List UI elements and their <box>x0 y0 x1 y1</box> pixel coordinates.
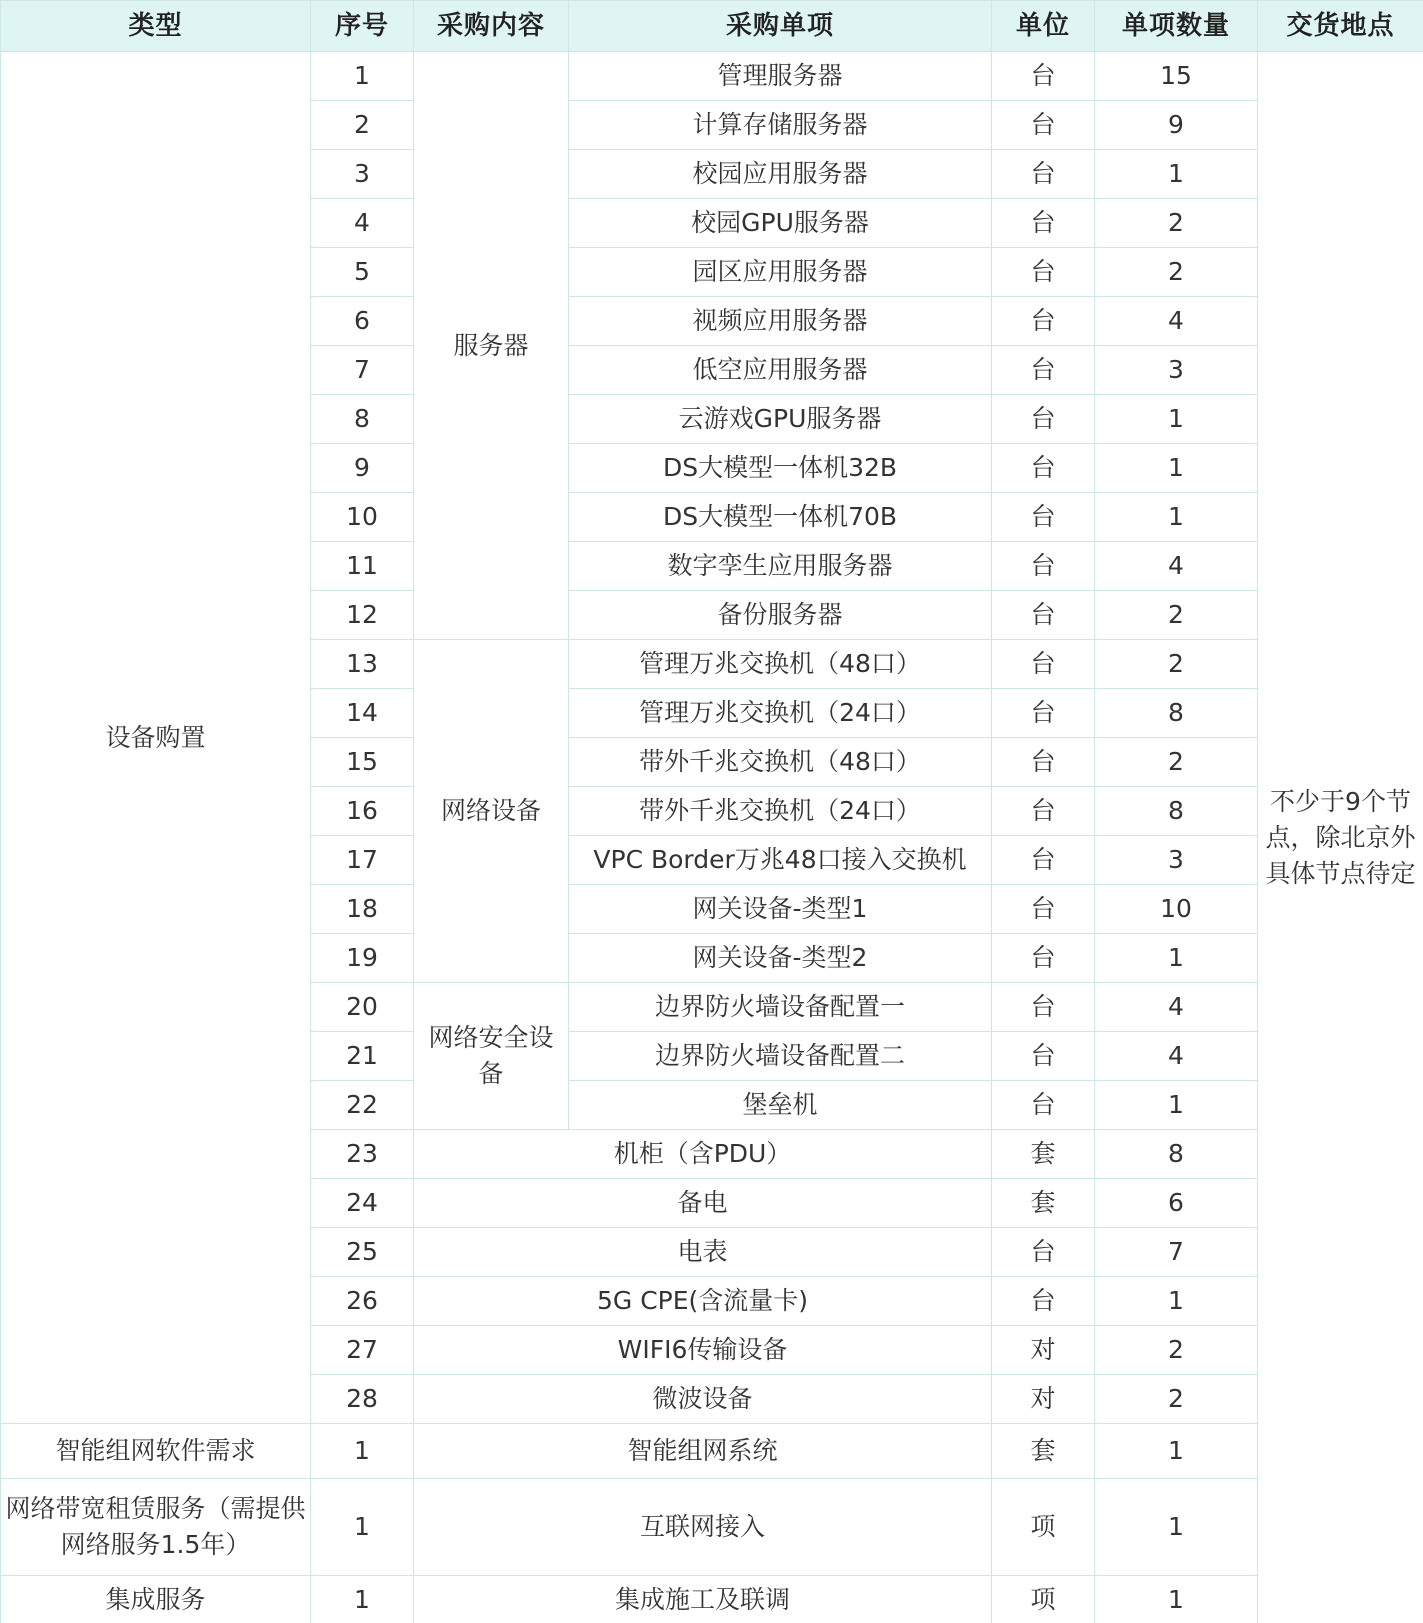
row-no: 26 <box>311 1277 414 1326</box>
row-qty: 1 <box>1095 934 1258 983</box>
row-item: 网关设备-类型1 <box>569 885 992 934</box>
row-no: 20 <box>311 983 414 1032</box>
row-unit: 台 <box>992 542 1095 591</box>
row-unit: 项 <box>992 1576 1095 1623</box>
col-header-location: 交货地点 <box>1258 1 1423 52</box>
row-item: 机柜（含PDU） <box>414 1130 992 1179</box>
row-unit: 台 <box>992 591 1095 640</box>
col-header-qty: 单项数量 <box>1095 1 1258 52</box>
row-qty: 2 <box>1095 738 1258 787</box>
row-item: DS大模型一体机70B <box>569 493 992 542</box>
row-no: 23 <box>311 1130 414 1179</box>
row-item: 边界防火墙设备配置二 <box>569 1032 992 1081</box>
type-bandwidth: 网络带宽租赁服务（需提供网络服务1.5年） <box>1 1479 311 1576</box>
row-unit: 台 <box>992 934 1095 983</box>
row-item: 电表 <box>414 1228 992 1277</box>
row-no: 8 <box>311 395 414 444</box>
col-header-content: 采购内容 <box>414 1 569 52</box>
row-unit: 对 <box>992 1326 1095 1375</box>
row-no: 7 <box>311 346 414 395</box>
row-qty: 1 <box>1095 1277 1258 1326</box>
row-item: 云游戏GPU服务器 <box>569 395 992 444</box>
row-item: 校园应用服务器 <box>569 150 992 199</box>
row-no: 11 <box>311 542 414 591</box>
row-qty: 6 <box>1095 1179 1258 1228</box>
row-unit: 台 <box>992 493 1095 542</box>
row-item: 堡垒机 <box>569 1081 992 1130</box>
delivery-location: 不少于9个节点，除北京外具体节点待定 <box>1258 52 1423 1623</box>
row-item: 互联网接入 <box>414 1479 992 1576</box>
row-qty: 3 <box>1095 836 1258 885</box>
row-qty: 2 <box>1095 591 1258 640</box>
row-unit: 台 <box>992 689 1095 738</box>
row-unit: 台 <box>992 444 1095 493</box>
col-header-no: 序号 <box>311 1 414 52</box>
table-row <box>1 1479 1423 1576</box>
row-no: 28 <box>311 1375 414 1424</box>
row-no: 21 <box>311 1032 414 1081</box>
row-unit: 台 <box>992 836 1095 885</box>
row-item: 管理万兆交换机（48口） <box>569 640 992 689</box>
row-no: 18 <box>311 885 414 934</box>
content-network: 网络设备 <box>414 640 569 983</box>
row-qty: 1 <box>1095 395 1258 444</box>
header-row <box>1 1 1423 52</box>
type-equipment: 设备购置 <box>1 52 311 1424</box>
row-unit: 台 <box>992 346 1095 395</box>
row-qty: 8 <box>1095 787 1258 836</box>
row-item: 带外千兆交换机（24口） <box>569 787 992 836</box>
row-item: 管理服务器 <box>569 52 992 101</box>
row-unit: 台 <box>992 1228 1095 1277</box>
row-no: 1 <box>311 52 414 101</box>
row-unit: 套 <box>992 1424 1095 1479</box>
row-unit: 套 <box>992 1130 1095 1179</box>
row-qty: 9 <box>1095 101 1258 150</box>
row-unit: 项 <box>992 1479 1095 1576</box>
row-no: 13 <box>311 640 414 689</box>
row-no: 17 <box>311 836 414 885</box>
row-unit: 台 <box>992 885 1095 934</box>
row-qty: 8 <box>1095 1130 1258 1179</box>
row-qty: 3 <box>1095 346 1258 395</box>
row-unit: 台 <box>992 52 1095 101</box>
row-item: 数字孪生应用服务器 <box>569 542 992 591</box>
row-no: 2 <box>311 101 414 150</box>
row-item: 带外千兆交换机（48口） <box>569 738 992 787</box>
row-qty: 4 <box>1095 297 1258 346</box>
row-no: 1 <box>311 1424 414 1479</box>
row-no: 4 <box>311 199 414 248</box>
row-no: 1 <box>311 1576 414 1623</box>
row-qty: 1 <box>1095 1424 1258 1479</box>
row-qty: 8 <box>1095 689 1258 738</box>
row-unit: 台 <box>992 199 1095 248</box>
row-no: 27 <box>311 1326 414 1375</box>
row-qty: 1 <box>1095 1576 1258 1623</box>
row-no: 5 <box>311 248 414 297</box>
row-no: 19 <box>311 934 414 983</box>
row-item: 低空应用服务器 <box>569 346 992 395</box>
type-software: 智能组网软件需求 <box>1 1424 311 1479</box>
row-qty: 1 <box>1095 1081 1258 1130</box>
row-item: 备电 <box>414 1179 992 1228</box>
row-no: 3 <box>311 150 414 199</box>
row-qty: 1 <box>1095 150 1258 199</box>
row-unit: 台 <box>992 395 1095 444</box>
row-qty: 2 <box>1095 199 1258 248</box>
table-row <box>1 1576 1423 1623</box>
row-item: 管理万兆交换机（24口） <box>569 689 992 738</box>
row-qty: 1 <box>1095 1479 1258 1576</box>
row-no: 16 <box>311 787 414 836</box>
row-item: 5G CPE(含流量卡) <box>414 1277 992 1326</box>
row-item: 网关设备-类型2 <box>569 934 992 983</box>
row-unit: 台 <box>992 1277 1095 1326</box>
row-unit: 台 <box>992 248 1095 297</box>
row-qty: 1 <box>1095 493 1258 542</box>
row-item: VPC Border万兆48口接入交换机 <box>569 836 992 885</box>
row-unit: 对 <box>992 1375 1095 1424</box>
row-item: 视频应用服务器 <box>569 297 992 346</box>
row-item: 微波设备 <box>414 1375 992 1424</box>
row-qty: 15 <box>1095 52 1258 101</box>
row-no: 6 <box>311 297 414 346</box>
row-item: 园区应用服务器 <box>569 248 992 297</box>
col-header-unit: 单位 <box>992 1 1095 52</box>
row-qty: 2 <box>1095 1326 1258 1375</box>
row-qty: 2 <box>1095 640 1258 689</box>
row-no: 15 <box>311 738 414 787</box>
row-unit: 台 <box>992 150 1095 199</box>
row-item: 边界防火墙设备配置一 <box>569 983 992 1032</box>
row-item: 计算存储服务器 <box>569 101 992 150</box>
row-qty: 2 <box>1095 248 1258 297</box>
row-unit: 套 <box>992 1179 1095 1228</box>
row-qty: 4 <box>1095 542 1258 591</box>
row-qty: 10 <box>1095 885 1258 934</box>
col-header-type: 类型 <box>1 1 311 52</box>
row-no: 1 <box>311 1479 414 1576</box>
row-item: DS大模型一体机32B <box>569 444 992 493</box>
row-unit: 台 <box>992 101 1095 150</box>
row-no: 25 <box>311 1228 414 1277</box>
row-unit: 台 <box>992 297 1095 346</box>
row-no: 12 <box>311 591 414 640</box>
row-no: 9 <box>311 444 414 493</box>
type-integration: 集成服务 <box>1 1576 311 1623</box>
row-unit: 台 <box>992 1081 1095 1130</box>
table-row <box>1 1424 1423 1479</box>
row-unit: 台 <box>992 640 1095 689</box>
table-row <box>1 52 1423 101</box>
row-item: WIFI6传输设备 <box>414 1326 992 1375</box>
row-qty: 1 <box>1095 444 1258 493</box>
row-qty: 4 <box>1095 983 1258 1032</box>
row-qty: 4 <box>1095 1032 1258 1081</box>
row-unit: 台 <box>992 983 1095 1032</box>
row-unit: 台 <box>992 738 1095 787</box>
row-item: 智能组网系统 <box>414 1424 992 1479</box>
row-item: 校园GPU服务器 <box>569 199 992 248</box>
row-no: 10 <box>311 493 414 542</box>
row-unit: 台 <box>992 1032 1095 1081</box>
row-unit: 台 <box>992 787 1095 836</box>
content-servers: 服务器 <box>414 52 569 640</box>
row-qty: 7 <box>1095 1228 1258 1277</box>
row-no: 24 <box>311 1179 414 1228</box>
col-header-item: 采购单项 <box>569 1 992 52</box>
row-item: 集成施工及联调 <box>414 1576 992 1623</box>
content-security: 网络安全设备 <box>414 983 569 1130</box>
row-item: 备份服务器 <box>569 591 992 640</box>
row-no: 14 <box>311 689 414 738</box>
row-no: 22 <box>311 1081 414 1130</box>
row-qty: 2 <box>1095 1375 1258 1424</box>
